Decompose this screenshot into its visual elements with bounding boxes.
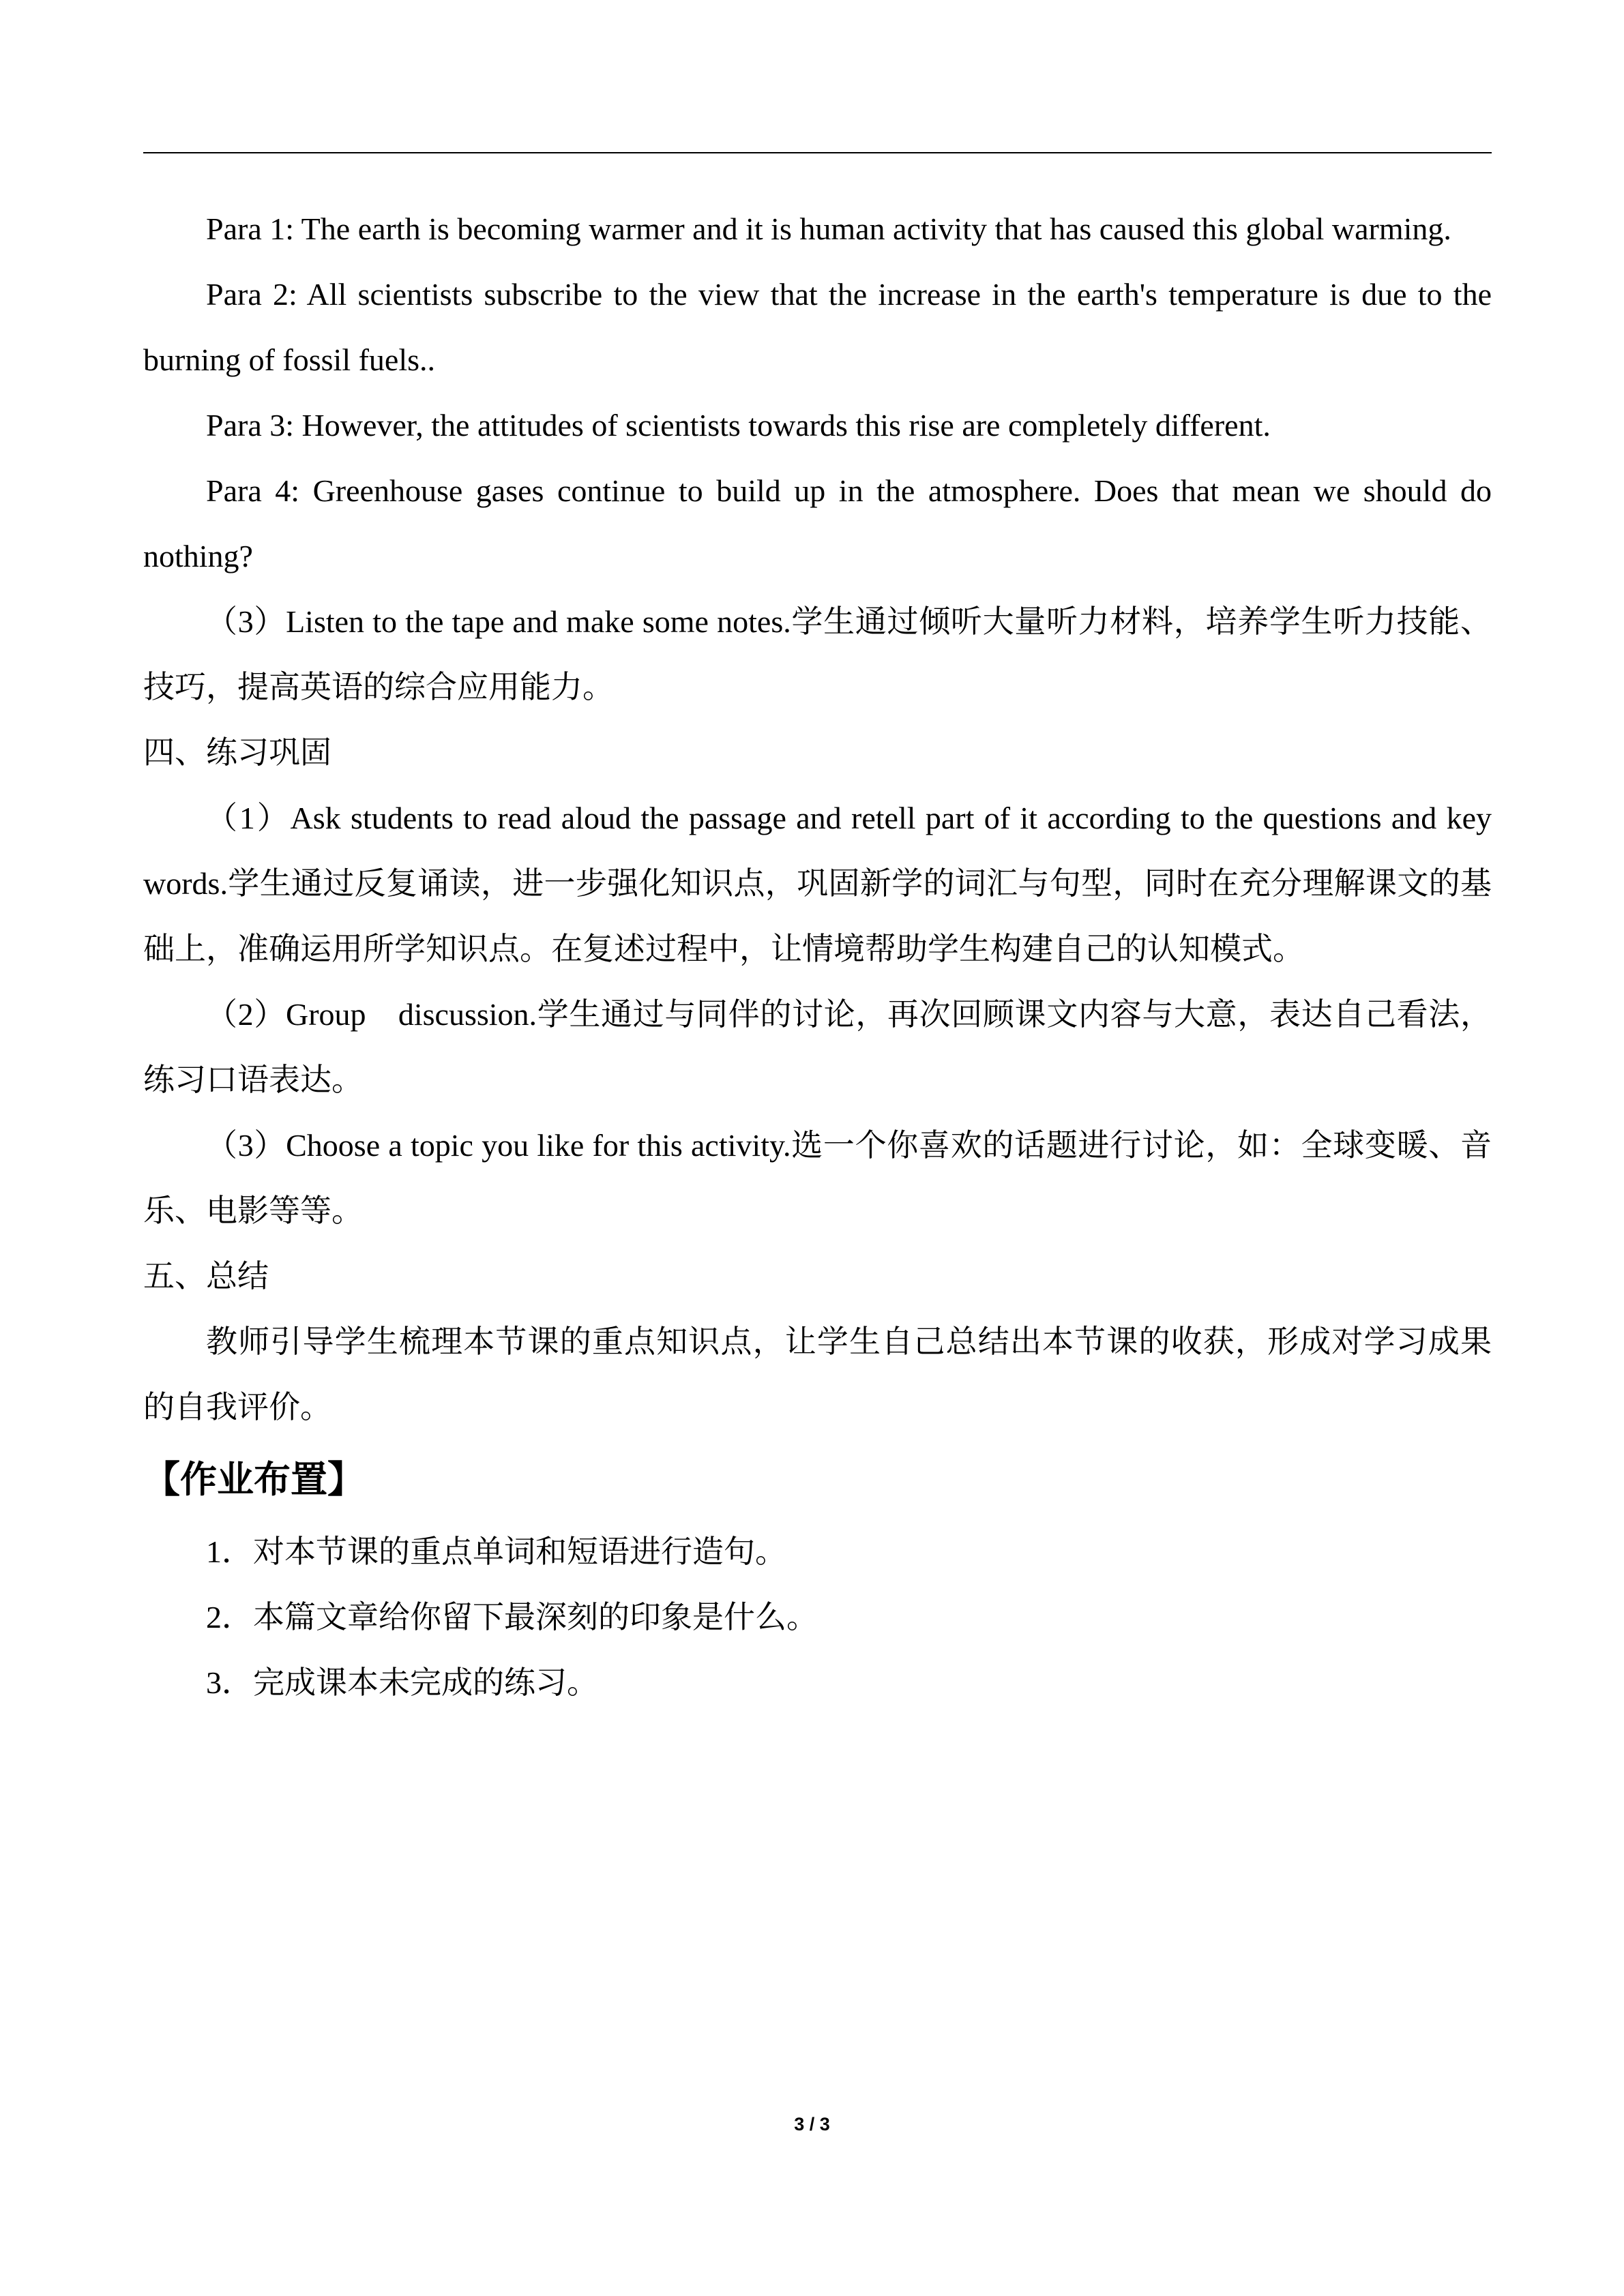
page-number: 3 / 3	[794, 2114, 830, 2134]
heading-homework-assignment: 【作业布置】	[143, 1459, 364, 1500]
homework-item-1: 1．对本节课的重点单词和短语进行造句。	[206, 1534, 786, 1569]
paragraph-listen-step: （3）Listen to the tape and make some notes.学生通过倾听大量听力材料，培养学生听力技能、技巧，提高英语的综合应用能力。	[143, 604, 1492, 704]
section-heading-practice: 四、练习巩固	[143, 735, 331, 770]
paragraph-para3: Para 3: However, the attitudes of scientists towards this rise are completely different.	[206, 408, 1271, 443]
paragraph-summary-body: 教师引导学生梳理本节课的重点知识点，让学生自己总结出本节课的收获，形成对学习成果的自我评价。	[143, 1324, 1492, 1425]
section-heading-summary: 五、总结	[143, 1259, 269, 1294]
header-rule	[143, 152, 1492, 153]
homework-item-2: 2．本篇文章给你留下最深刻的印象是什么。	[206, 1600, 818, 1635]
paragraph-para4: Para 4: Greenhouse gases continue to build up in the atmosphere. Does that mean we should do nothing?	[143, 473, 1492, 573]
paragraph-practice-step1: （1）Ask students to read aloud the passage and retell part of it according to the questions and key words.学生通过反复诵读，进一步强化知识点，巩固新学的词汇与句型，同时在充分理解课文的基础上，准确运用所学知识点。在复述过程中，让情境帮助学生构建自己的认知模式。	[143, 801, 1492, 966]
paragraph-para2: Para 2: All scientists subscribe to the view that the increase in the earth's temperature is due to the burning of fossil fuels..	[143, 277, 1492, 377]
paragraph-practice-step3: （3）Choose a topic you like for this activity.选一个你喜欢的话题进行讨论，如：全球变暖、音乐、电影等等。	[143, 1128, 1492, 1228]
paragraph-para1: Para 1: The earth is becoming warmer and it is human activity that has caused this global warming.	[206, 211, 1451, 246]
homework-item-3: 3．完成课本未完成的练习。	[206, 1665, 598, 1700]
paragraph-practice-step2: （2）Group discussion.学生通过与同伴的讨论，再次回顾课文内容与大意，表达自己看法，练习口语表达。	[143, 997, 1492, 1097]
document-body	[143, 196, 1492, 1716]
